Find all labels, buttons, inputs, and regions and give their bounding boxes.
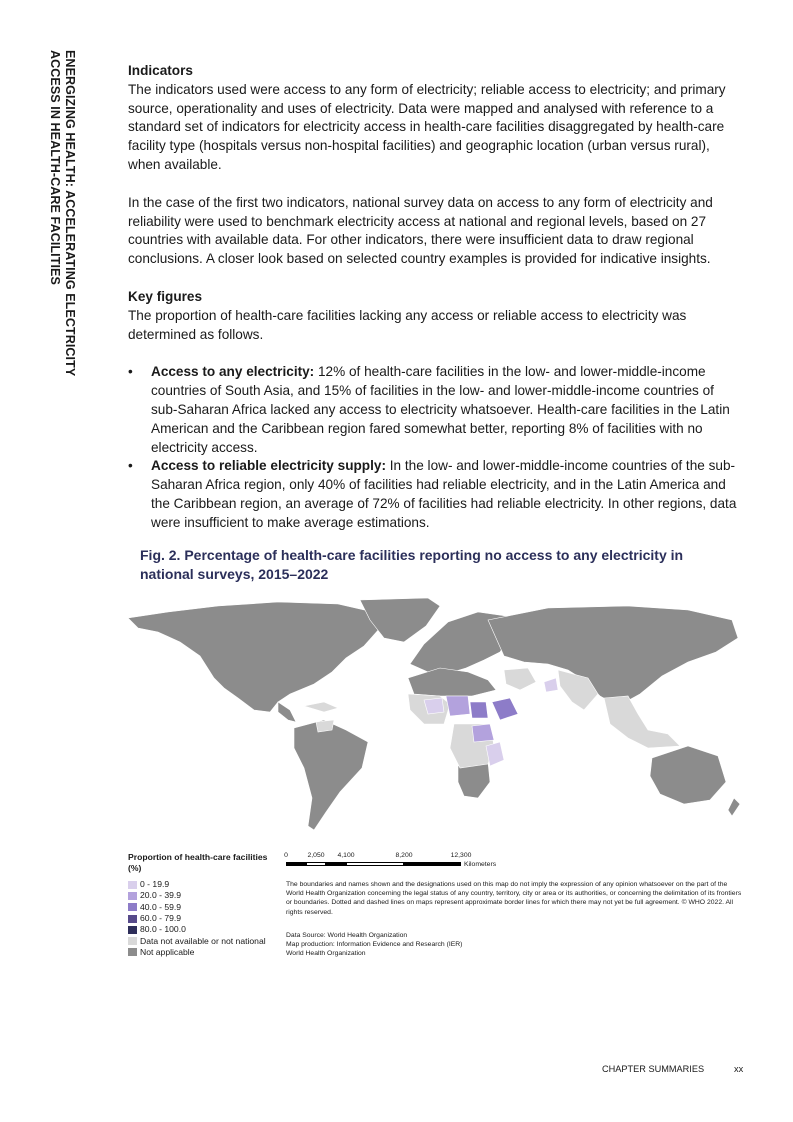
map-source [286, 931, 586, 959]
legend-label: Data not available or not national [140, 935, 266, 946]
scale-segment [346, 862, 404, 866]
legend-item [128, 890, 278, 901]
legend-swatch [128, 903, 137, 911]
running-title-line-2: ACCESS IN HEALTH-CARE FACILITIES [48, 50, 62, 285]
bullet-label: Access to reliable electricity supply: [151, 458, 386, 474]
middle-east-shape [504, 668, 536, 690]
new-zealand-shape [728, 798, 740, 816]
legend-item [128, 947, 278, 958]
bullet-text: In the low- and lower-middle-income countries of the sub-Saharan Africa region, only 40% of facilities had reliable electricity, and in the Latin America and the Caribbean region, an average of 72% of facilities had reliable electricity. In other regions, data were insufficient to make average estimations. [151, 458, 737, 530]
scale-bar [286, 852, 516, 872]
australia-shape [650, 746, 726, 804]
figure-title: Fig. 2. Percentage of health-care facilities reporting no access to any electricity in national surveys, 2015–2022 [140, 547, 684, 582]
footer-section: CHAPTER SUMMARIES [602, 1064, 705, 1074]
country-0-19-shape [544, 678, 558, 692]
bullet-item [128, 457, 744, 532]
caribbean-shape [304, 702, 338, 712]
bullet-label: Access to any electricity: [151, 364, 315, 380]
legend-swatch [128, 881, 137, 889]
legend-item [128, 879, 278, 890]
asia-shape [488, 606, 738, 706]
scale-tick-label: 2,050 [307, 852, 325, 859]
world-map [128, 598, 744, 838]
north-america-shape [128, 602, 380, 712]
north-africa-shape [408, 668, 496, 696]
scale-tick-label: 4,100 [337, 852, 355, 859]
southeast-asia-shape [604, 696, 680, 748]
legend-item [128, 913, 278, 924]
legend-swatch [128, 915, 137, 923]
south-america-shape [294, 720, 368, 830]
source-line: Data Source: World Health Organization [286, 932, 408, 939]
scale-unit: Kilometers [464, 861, 497, 868]
legend-swatch [128, 926, 137, 934]
source-line: World Health Organization [286, 950, 366, 958]
central-america-shape [278, 702, 296, 722]
legend-label: 0 - 19.9 [140, 879, 170, 890]
bullet-item [128, 363, 744, 457]
legend-label: 60.0 - 79.9 [140, 913, 182, 924]
country-20-39-shape [472, 724, 494, 742]
scale-segment [404, 862, 461, 866]
key-figures-heading: Key figures [128, 288, 203, 304]
legend-title: Proportion of health-care facilities (%) [128, 852, 268, 873]
page-number: xx [734, 1064, 744, 1074]
running-title-line-1: ENERGIZING HEALTH: ACCELERATING ELECTRICITY [63, 50, 77, 377]
scale-tick-label: 12,300 [450, 852, 472, 859]
running-title [47, 50, 77, 376]
venezuela-shape [316, 720, 334, 732]
scale-tick-label: 0 [284, 852, 288, 859]
legend-item [128, 935, 278, 946]
legend-label: Not applicable [140, 946, 195, 957]
country-20-39-shape [446, 696, 470, 716]
indicators-heading: Indicators [128, 63, 193, 78]
scale-segment [306, 862, 326, 866]
key-figures-list [128, 363, 744, 532]
indicators-paragraph-1: The indicators used were access to any form of electricity; reliable access to electricity; and primary source, operationality and uses of electricity. Data were mapped and analysed with reference to a standard set of indicators for electricity access in health-care facilities disaggregated by health-care facility type (hospitals versus non-hospital facilities) and geographic location (urban versus rural), when available. [128, 81, 726, 172]
map-legend [128, 852, 278, 958]
source-line: Map production: Information Evidence and Research (IER) [286, 941, 463, 949]
map-disclaimer: The boundaries and names shown and the designations used on this map do not imply the expression of any opinion whatsoever on the part of the World Health Organization concerning the legal status of any country, territory, city or area or its authorities, or concerning the delimitation of its frontiers or boundaries. Dotted and dashed lines on maps represent approximate border lines for which there may not yet be full agreement. © WHO 2022. All rights reserved. [286, 881, 742, 916]
legend-label: 80.0 - 100.0 [140, 924, 186, 935]
scale-segment [286, 862, 306, 866]
indicators-paragraph-2: In the case of the first two indicators, national survey data on access to any form of electricity and reliability were used to benchmark electricity access at national and regional levels, based on 27 countries with available data. For other indicators, there were insufficient data to draw regional conclusions. A closer look based on selected country examples is provided for indicative insights. [128, 194, 713, 267]
legend-label: 40.0 - 59.9 [140, 901, 182, 912]
scale-tick-label: 8,200 [395, 852, 413, 859]
country-40-59-shape [492, 698, 518, 720]
legend-swatch [128, 892, 137, 900]
legend-item [128, 924, 278, 935]
country-40-59-shape [470, 702, 488, 718]
legend-swatch [128, 937, 137, 945]
legend-swatch [128, 948, 137, 956]
bullet-text: 12% of health-care facilities in the low- and lower-middle-income countries of South Asia, and 15% of facilities in the low- and lower-middle-income countries of sub-Saharan Africa lacked any access to electricity whatsoever. Health-care facilities in the Latin American and the Caribbean region fared somewhat better, reporting 8% of facilities with no electricity access. [151, 364, 730, 455]
key-figures-intro: The proportion of health-care facilities lacking any access or reliable access to electricity was determined as follows. [128, 307, 687, 342]
scale-segment [326, 862, 346, 866]
body-text [128, 62, 744, 533]
legend-item [128, 902, 278, 913]
legend-label: 20.0 - 39.9 [140, 890, 182, 901]
